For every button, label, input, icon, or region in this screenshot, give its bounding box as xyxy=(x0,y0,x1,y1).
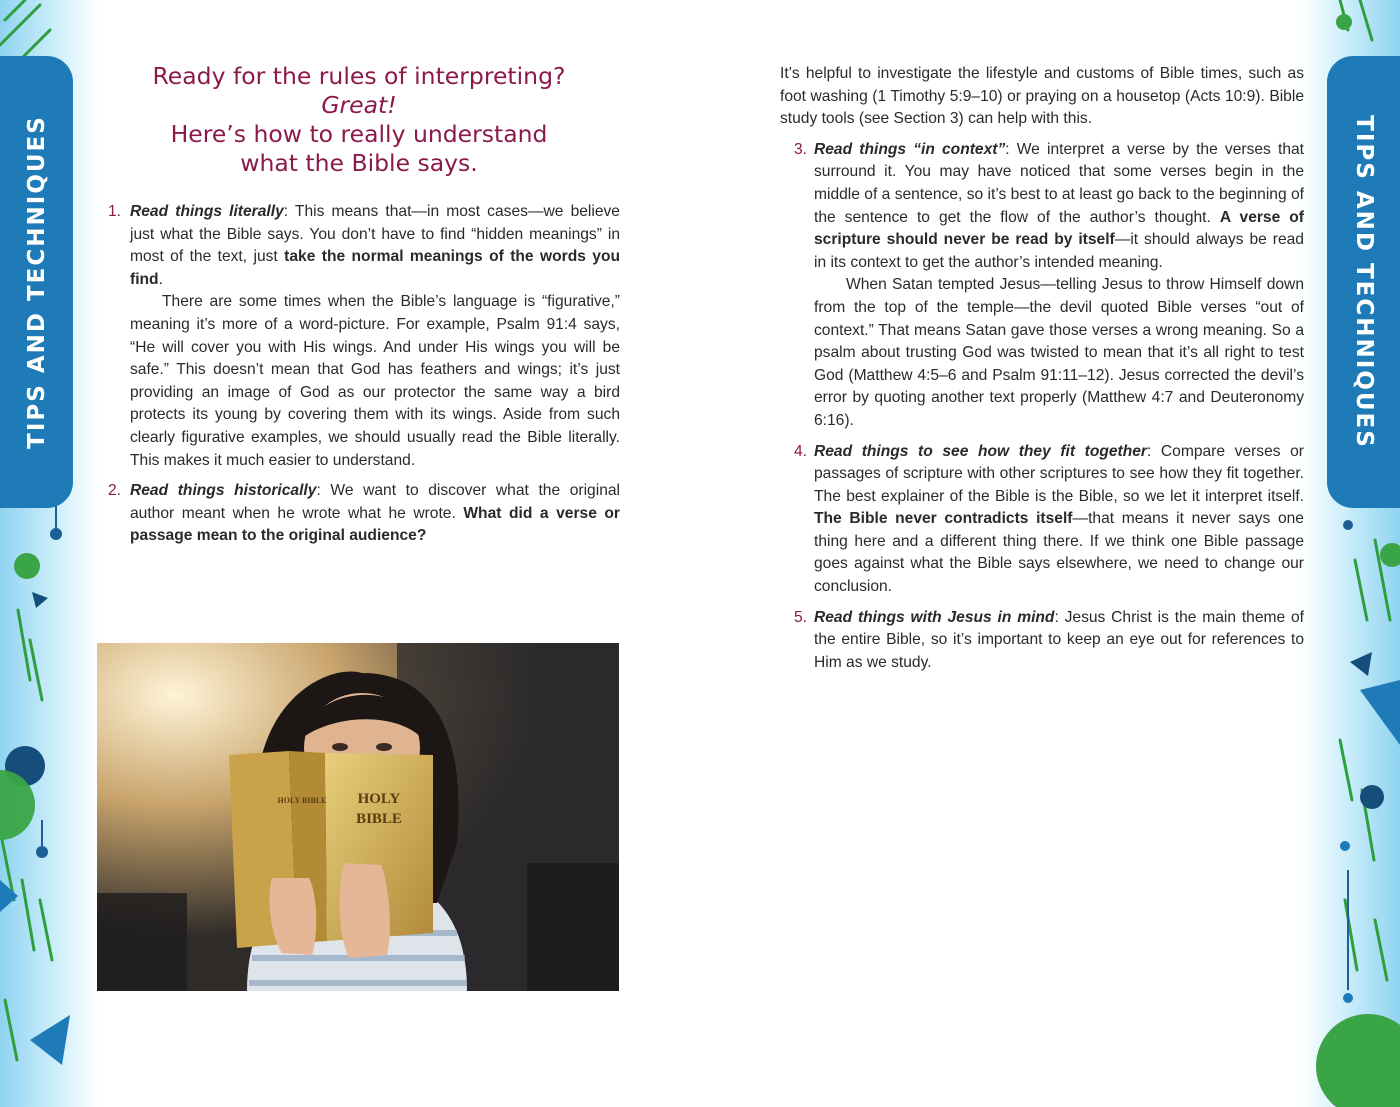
item-bold-text: take the normal meanings of the words you find xyxy=(130,248,621,288)
item-bold-text: A verse of scripture should never be read by itself xyxy=(814,208,1304,249)
photo-illustration xyxy=(97,643,619,991)
page-heading xyxy=(120,62,598,178)
item-paragraph xyxy=(814,607,1304,675)
item-paragraph: When Satan tempted Jesus—telling Jesus to throw Himself down from the top of the temple—the devil quoted Bible verses “out of context.” That means Satan gave those verses a wrong meaning. So a psalm about trusting God was twisted to mean that it’s all right to test God (Matthew 4:5–6 and Psalm 91:11–12). Jesus corrected the devil’s error by quoting another text properly (Matthew 4:7 and Deuteronomy 6:16). xyxy=(814,276,1304,429)
item-number: 2. xyxy=(108,482,122,500)
item-number: 4. xyxy=(794,442,808,460)
item-title: Read things with Jesus in mind xyxy=(814,608,1055,626)
continuation-paragraph: It’s helpful to investigate the lifestyle and customs of Bible times, such as foot washing (1 Timothy 5:9–10) or praying on a housetop (Acts 10:9). Bible study tools (see Section 3) can help with this. xyxy=(780,65,1304,128)
bible-spine-text: HOLY BIBLE xyxy=(277,796,327,805)
item-paragraph xyxy=(130,480,620,548)
section-tab-label: TIPS AND TECHNIQUES xyxy=(23,115,50,449)
item-text: : This means that—in most cases—we believe just what the Bible says. You don’t have to find “hidden meanings” in most of the text, just xyxy=(130,203,620,266)
photo-girl-reading-bible xyxy=(97,643,619,991)
section-tab-right xyxy=(1327,56,1400,508)
item-text: —that means it never says one thing here and a different thing there. If we think one Bible passage goes against what the Bible says elsewhere, we need to change our conclusion. xyxy=(814,510,1304,596)
list-item xyxy=(108,480,620,548)
item-text: . xyxy=(158,270,163,288)
heading-line: Ready for the rules of interpreting? xyxy=(152,62,566,90)
item-number: 1. xyxy=(108,203,122,220)
heading-line: what the Bible says. xyxy=(240,149,478,177)
left-column xyxy=(108,201,620,556)
section-tab-left xyxy=(0,56,73,508)
item-text: : We interpret a verse by the verses that surround it. You may have noticed that some verses begin in the middle of a sentence, so it’s best to at least go back to the beginning of the sentence to get the flow of the author’s thought. xyxy=(814,140,1304,226)
list-item xyxy=(108,201,620,472)
item-text: : We want to discover what the original author meant when he wrote what he wrote. xyxy=(130,482,621,522)
item-text: : Compare verses or passages of scripture with other scriptures to see how they fit together. The best explainer of the Bible is the Bible, so we let it interpret itself. xyxy=(814,442,1304,505)
item-title: Read things historically xyxy=(130,482,317,500)
item-bold-text: What did a verse or passage mean to the original audience? xyxy=(130,504,620,545)
section-tab-label: TIPS AND TECHNIQUES xyxy=(1350,115,1377,449)
item-paragraph: There are some times when the Bible’s language is “figurative,” meaning it’s more of a word-picture. For example, Psalm 91:4 says, “He will cover you with His wings. And under His wings you will be safe.” This doesn’t mean that God has feathers and wings; it’s just providing an image of God as our protector the same way a bird protects its young by covering them with its wings. Aside from such clearly figurative examples, we should usually read the Bible literally. This makes it much easier to understand. xyxy=(130,293,620,469)
item-text: —it should always be read in its context to get the author’s intended meaning. xyxy=(814,231,1304,271)
item-title: Read things literally xyxy=(130,203,284,220)
item-title: Read things “in context” xyxy=(814,140,1006,158)
item-text: : Jesus Christ is the main theme of the entire Bible, so it’s important to keep an eye out for references to Him as we study. xyxy=(814,608,1304,671)
right-column xyxy=(780,63,1304,682)
item-bold-text: The Bible never contradicts itself xyxy=(814,510,1073,528)
item-paragraph xyxy=(130,201,620,291)
list-item xyxy=(780,607,1304,675)
item-paragraph xyxy=(814,139,1304,275)
bible-cover-line1: HOLY xyxy=(357,791,401,807)
heading-line: Here’s how to really understand xyxy=(170,120,548,148)
list-item xyxy=(780,139,1304,433)
item-number: 3. xyxy=(794,140,808,158)
heading-line-emphasis: Great! xyxy=(321,91,397,119)
list-item xyxy=(780,441,1304,599)
item-paragraph xyxy=(814,441,1304,599)
bible-cover-line2: BIBLE xyxy=(356,811,402,827)
item-number: 5. xyxy=(794,608,808,626)
item-title: Read things to see how they fit together xyxy=(814,442,1147,460)
